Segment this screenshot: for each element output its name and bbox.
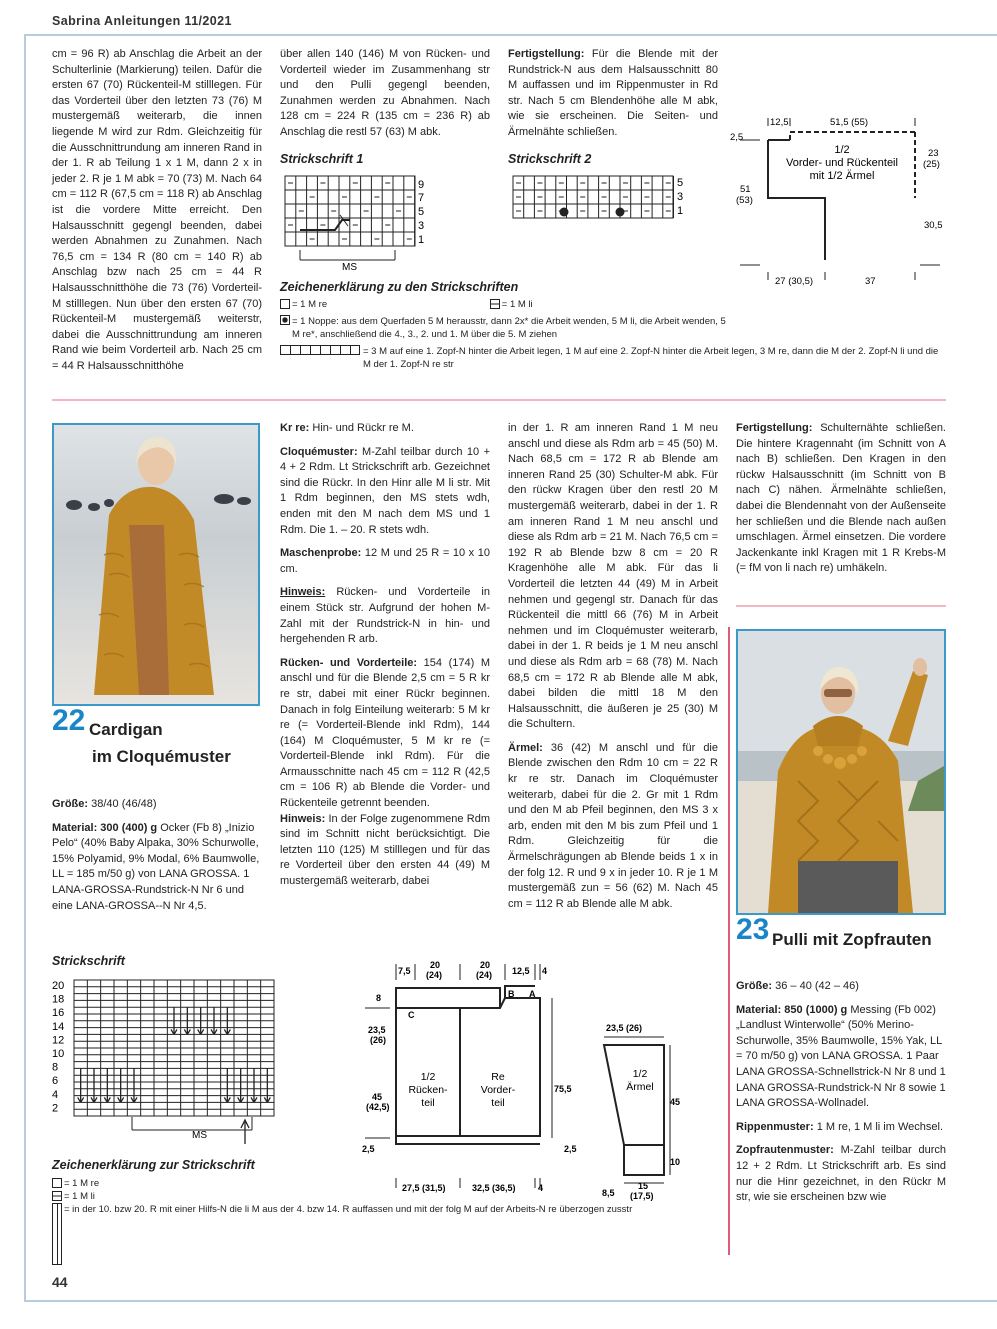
c22-legend-title: Zeichenerklärung zur Strickschrift xyxy=(52,1158,255,1172)
c22-s-C: C xyxy=(408,1010,415,1020)
c22-aermel-label: Ärmel: xyxy=(508,741,543,754)
ss1-row-7: 7 xyxy=(418,192,425,204)
ss2-noppe-1 xyxy=(560,208,569,217)
c22-hinweis2-label: Hinweis: xyxy=(280,812,326,825)
cardigan-photo xyxy=(52,423,260,706)
top-leg-re: = 1 M re xyxy=(292,299,328,310)
strickschrift-2-chart xyxy=(508,170,698,225)
c22-cloque-label: Cloquémuster: xyxy=(280,445,358,458)
c22-pfeil-icon xyxy=(241,1120,249,1144)
c23-groesse: 36 – 40 (42 – 46) xyxy=(775,980,859,992)
top-column-1 xyxy=(52,47,262,374)
c23-zopf-label: Zopfrautenmuster: xyxy=(736,1144,834,1157)
ss2-row-1: 1 xyxy=(677,205,684,217)
page-header: Sabrina Anleitungen 11/2021 xyxy=(52,14,232,28)
strickschrift-1-title: Strickschrift 1 xyxy=(280,152,364,166)
c22-leg-re: = 1 M re xyxy=(64,1178,100,1189)
box-re-icon xyxy=(280,299,290,309)
ss1-row-1: 1 xyxy=(418,234,425,246)
c22-a-s3: 45 xyxy=(670,1097,681,1107)
top-schnitt-w2: 51,5 (55) xyxy=(830,117,869,128)
c22-maschenprobe-label: Maschenprobe: xyxy=(280,547,362,560)
top-schnitt-label: 1/2 Vorder- und Rückenteil mit 1/2 Ärmel xyxy=(786,144,898,182)
strickschrift-2-title: Strickschrift 2 xyxy=(508,152,592,166)
c22-s-B: B xyxy=(508,989,515,999)
ss1-row-3: 3 xyxy=(418,220,425,232)
c22-material-label: Material: 300 (400) g xyxy=(52,821,158,834)
c22-s-l1: 8 xyxy=(376,993,382,1003)
frame-bottom xyxy=(24,1300,997,1302)
top-legend-title: Zeichenerklärung zu den Strickschriften xyxy=(280,280,519,294)
c22-rv-label: Rücken- und Vorderteile: xyxy=(280,656,418,669)
top-col1-text: cm = 96 R) ab Anschlag die Arbeit an der Schulterlinie (Markierung) teilen. Dafür die ersten 67 (70) Rückenteil-M stilllegen. Für das Vorderteil über den letzten 73 (76) M mustergemäß weiterarb, die innen liegende M wird zur Rdm. Gleichzeitig für die Ausschnittrundung am inneren Rand in der 1. R ab Teilung 1 x 1 M, dann 2 x in jeder 2. R je 1 M abk = 70 (73) M. Nach 64 cm = 112 R (67,5 cm = 118 R) ab Anschlag ist die vordere Mitte erreicht. Den Halsausschnitt gegengl beenden, dabei werden Abnahmen zu Zunahmen. Nach 76,5 cm = 134 R (80 cm = 140 R) ab Anschlag bzw nach 25 cm = 44 R Halsausschnitthöhe die 73 (76) Vorderteil-M stilllegen. Nun über den ersten 67 (70) Rückenteil-M mustergemäß weiterstr, dabei die Ausschnittrundung am inneren Rand wie beim Vorderteil arb. Nach 25 cm = 44 R Halsausschnitthöhe xyxy=(52,48,262,372)
c22-schnitt xyxy=(360,958,600,1203)
pattern-23-title: Pulli mit Zopfrauten xyxy=(772,930,932,949)
c22-leg-li: = 1 M li xyxy=(64,1191,95,1202)
top-schnitt-b2: 37 xyxy=(865,276,876,287)
c22-krre-label: Kr re: xyxy=(280,422,310,434)
c22-maschenprobe: 12 M und 25 R = 10 x 10 cm. xyxy=(280,547,491,575)
top-col3-label: Fertigstellung: xyxy=(508,48,585,60)
c22-s-r1: 75,5 xyxy=(554,1084,572,1094)
ss1-row-9: 9 xyxy=(418,179,425,191)
c22-ms: MS xyxy=(192,1130,207,1141)
c22-strickschrift-title: Strickschrift xyxy=(52,954,125,968)
top-column-3 xyxy=(508,47,718,141)
c23-groesse-label: Größe: xyxy=(736,980,773,992)
c22-row-label: 18 xyxy=(52,993,65,1006)
section-divider-2 xyxy=(736,605,946,607)
c22-s-lab1: 1/2 Rücken-teil xyxy=(408,1071,448,1109)
c22-hinweis-label: Hinweis: xyxy=(280,586,326,599)
c22-strickschrift-chart xyxy=(52,972,292,1147)
c22-column-4 xyxy=(736,421,946,577)
c22-cloque: M-Zahl teilbar durch 10 + 4 + 2 Rdm. Lt Strickschrift arb. Gezeichnet sind die Rückr. In den Hinr alle M li str. Mit 1 Rdm beginnen, den MS stets wdh, enden mit den M nach dem MS und 1 Rdm. Die 1. – 20. R stets wdh. xyxy=(280,445,490,536)
c22-vorderteile: in der 1. R am inneren Rand 1 M neu anschl und diese als Rdm arb = 45 (50) M. Nach 68,5 cm = 172 R ab Blende am inneren Rand 25 (30) Schulter-M abk. Für den rückw Kragen über den restl 20 M mustergemäß weiterarb, dabei in der 1. R am inneren Rand 1 M neu anschl und diese als Rdm arb = 21 M. Nach 76,5 cm = 192 R ab Blende bzw 8 cm = 20 R Kragenhöhe alle M abk. Für das li Vorderteil die letzten 44 (49) M in Arbeit nehmen und gegengl str. Danach für das Rückenteil die mittl 66 (76) M in Arbeit nehmen und im Cloquémuster weiterarb, dabei in der 1. R beids je 1 M neu anschl und diese als Rdm arb = 68 (78) M. Nach 68,5 cm = 172 R ab Blende alle M abk, dabei bilden die mittl 18 M den Halsausschnitt, die äußeren je 25 (30) M die Schultern. xyxy=(508,422,718,731)
c22-groesse: 38/40 (46/48) xyxy=(91,798,157,810)
c22-s-l2: 23,5 (26) xyxy=(368,1025,387,1045)
noppe-icon xyxy=(280,315,290,325)
c22-s-t3: 20 (24) xyxy=(476,960,493,980)
top-col2-text: über allen 140 (146) M von Rücken- und Vorderteil wieder im Zusammenhang str und den Pulli gegengl beenden, Zunahmen werden zu Abnahmen. Nach 128 cm = 224 R (135 cm = 236 R) ab Anschlag die restl 57 (63) M abk. xyxy=(280,48,490,138)
c23-rippen: 1 M re, 1 M li im Wechsel. xyxy=(816,1120,944,1133)
c22-s-b2: 32,5 (36,5) xyxy=(472,1183,516,1193)
section-divider xyxy=(52,399,946,401)
top-schnitt-w1: 12,5 xyxy=(770,117,789,128)
ss1-ms: MS xyxy=(342,262,357,270)
c22-row-label: 6 xyxy=(52,1075,59,1088)
ss2-noppe-2 xyxy=(616,208,625,217)
c22-hinweis2: In der Folge zugenommene Rdm sind im Schnitt nicht berücksichtigt. Die letzten 110 (125) M stilllegen und für das re Vorderteil über den ersten 44 (49) M mustergemäß weiterarb, dabei xyxy=(280,812,490,888)
c22-box-li-icon xyxy=(52,1191,62,1201)
c22-row-label: 2 xyxy=(52,1102,59,1115)
c22-column-3 xyxy=(508,421,718,920)
c22-row-label: 12 xyxy=(52,1034,65,1047)
pattern-22-title-1: Cardigan xyxy=(89,720,163,739)
c22-rv: 154 (174) M anschl und für die Blende 2,5 cm = 5 R kr re str, dabei mit einer Rückr beginnen. Danach in folg Einteilung weiterarb: 5 M kr re (= Vorderteil-Blende inkl Rdm), 144 (164) M Cloquémuster, 5 M kr re (= Vorderteil-Blende inkl Rdm). Für die Armausschnitte nach 45 cm = 112 R (42,5 cm = 106 R) ab Blende die Vorder- und Rückenteile getrennt beenden. xyxy=(280,656,491,810)
c23-zopf: M-Zahl teilbar durch 12 + 2 Rdm. Lt Strickschrift arb. Es sind nur die Hinr gezeichnet, in den Rückr M str, wie sie erscheinen bzw wie xyxy=(736,1144,946,1204)
top-schnitt-h3: 51 (53) xyxy=(736,184,753,206)
pattern-22-title-2: im Cloquémuster xyxy=(92,747,231,766)
c23-material-label: Material: 850 (1000) g xyxy=(736,1003,848,1016)
strickschrift-1-chart xyxy=(280,170,470,270)
pulli-image xyxy=(738,631,944,913)
c22-box-re-icon xyxy=(52,1178,62,1188)
c23-material: Messing (Fb 002) „Landlust Winterwolle“ (50% Merino-Schurwolle, 35% Baumwolle, 15% Yak, LL = 70 m/50 g) von LANA GROSSA. 1 Paar LANA GROSSA-Schnellstrick-N Nr 8 und 1 LANA GROSSA-Rundstrick-N Nr 8 sowie 1 LANA GROSSA-Wollnadel. xyxy=(736,1003,946,1110)
c22-row-label: 16 xyxy=(52,1007,65,1020)
top-leg-noppe: = 1 Noppe: aus dem Querfaden 5 M herausstr, dann 2x* die Arbeit wenden, 5 M li, die Arbeit wenden, 5 M re*, anschließend die 4., 3., 2. und 1. M über die 5. M ziehen xyxy=(292,316,726,340)
c22-a-s2: 1/2 Ärmel xyxy=(626,1068,654,1093)
top-schnitt-h4: 30,5 xyxy=(924,220,943,231)
c22-row-label: 10 xyxy=(52,1048,65,1060)
top-col3-text: Für die Blende mit der Rundstrick-N aus dem Halsausschnitt 80 M auffassen und im Rippenmuster in Rd str. Nach 5 cm Blendenhöhe alle M abk, wie sie erscheinen. Die Seiten- und Ärmelnähte schließen. xyxy=(508,48,719,138)
top-legend xyxy=(280,298,945,371)
top-schnitt-b1: 27 (30,5) xyxy=(775,276,814,287)
c22-arrow-icon xyxy=(52,1203,62,1265)
c22-row-label: 8 xyxy=(52,1061,59,1074)
c22-row-label: 14 xyxy=(52,1020,65,1033)
c22-s-lab2: Re Vorder-teil xyxy=(480,1071,516,1109)
box-li-icon xyxy=(490,299,500,309)
c22-s-l4: 2,5 xyxy=(362,1144,375,1154)
c22-a-s1: 23,5 (26) xyxy=(606,1023,643,1033)
top-leg-zopf: = 3 M auf eine 1. Zopf-N hinter die Arbeit legen, 1 M auf eine 2. Zopf-N hinter die Arbeit legen, 3 M re, dann die M der 2. Zopf-N li und die M der 1. Zopf-N re str xyxy=(363,346,939,370)
ss2-row-3: 3 xyxy=(677,191,684,203)
top-column-2 xyxy=(280,47,490,141)
c22-aermel-schnitt xyxy=(592,1015,692,1205)
c22-a-s4: 10 xyxy=(670,1157,681,1167)
frame-top xyxy=(24,34,997,36)
c22-aermel: 36 (42) M anschl und für die Blende zwischen den Rdm 10 cm = 22 R kr re str. Danach im Cloquémuster weiterarb, dabei für die 2. Gr mit 1 Rdm und den M ab Pfeil beginnen, den MS 3 x arb, enden mit den M bis zum Pfeil und 1 Rdm. Gleichzeitig für die Ärmelschrägungen ab Blende beids 1 x in der folg 12. R und 9 x in jeder 10. R je 1 M mustergemäß zun = 56 (62) M. Nach 45 cm = 112 R ab Blende alle M abk. xyxy=(508,741,718,910)
c22-leg-arrow: = in der 10. bzw 20. R mit einer Hilfs-N die li M aus der 4. bzw 14. R auffassen und mit der folg M auf der Arbeits-N re überzogen zusstr xyxy=(64,1204,633,1215)
c22-s-t5: 4 xyxy=(542,966,548,976)
frame-left xyxy=(24,34,26,1302)
pulli-photo xyxy=(736,629,946,915)
ss2-row-5: 5 xyxy=(677,177,684,189)
c22-groesse-label: Größe: xyxy=(52,798,89,810)
pattern-22-number: 22 xyxy=(52,704,86,737)
c22-material: Ocker (Fb 8) „Inizio Pelo“ (40% Baby Alpaka, 30% Schurwolle, 15% Polyamid, 9% Modal, 6% Baumwolle, LL = 185 m/50 g) von LANA GROSSA. 1 LANA-GROSSA-Rundstrick-N Nr 6 und eine LANA-GROSSA--N Nr 4,5. xyxy=(52,821,260,912)
page-number: 44 xyxy=(52,1274,68,1290)
c22-s-t1: 7,5 xyxy=(398,966,411,976)
top-schnitt-h1: 2,5 xyxy=(730,132,744,143)
c22-fertig: Schulternähte schließen. Die hintere Kragennaht (im Schnitt von A nach B) schließen. Den Kragen in den rückw Halsausschnitt (im Schnitt von B nach C) nähen. Ärmelnähte schließen, dabei die Blendennaht von der Außenseite her schließen und die Blende nach außen umschlagen. Ärmel einsetzen. Die vordere Jackenkante inkl Kragen mit 1 R Krebs-M (= fM von li nach re) umhäkeln. xyxy=(736,422,946,575)
c23-column xyxy=(736,979,946,1214)
c22-a-s6: 15 (17,5) xyxy=(630,1181,654,1201)
c22-s-t4: 12,5 xyxy=(512,966,530,976)
top-schnitt xyxy=(730,110,945,290)
cardigan-image xyxy=(54,425,258,704)
ss1-row-5: 5 xyxy=(418,206,425,218)
c22-s-b1: 27,5 (31,5) xyxy=(402,1183,446,1193)
top-leg-li: = 1 M li xyxy=(501,299,533,310)
section-vertical-rule xyxy=(728,627,730,1255)
cable-icon xyxy=(280,345,360,355)
c22-fertig-label: Fertigstellung: xyxy=(736,422,813,434)
c22-s-r2: 2,5 xyxy=(564,1144,577,1154)
c22-s-t2: 20 (24) xyxy=(426,960,443,980)
c22-a-s5: 8,5 xyxy=(602,1188,615,1198)
top-schnitt-h2: 23 (25) xyxy=(923,148,940,170)
c22-column-2 xyxy=(280,421,490,890)
c22-column-1 xyxy=(52,797,262,922)
c22-row-label: 4 xyxy=(52,1088,59,1101)
c23-rippen-label: Rippenmuster: xyxy=(736,1120,814,1133)
pattern-23-number: 23 xyxy=(736,913,770,946)
c22-s-A: A xyxy=(529,989,536,999)
c22-hinweis: Rücken- und Vorderteile in einem Stück str. Aufgrund der hohen M-Zahl mit der Rundstrick-N in hin- und hergehenden R arb. xyxy=(280,586,490,646)
c22-krre: Hin- und Rückr re M. xyxy=(312,422,414,434)
c22-s-l3: 45 (42,5) xyxy=(366,1092,390,1112)
c22-s-b3: 4 xyxy=(538,1183,544,1193)
c22-row-label: 20 xyxy=(52,980,65,992)
